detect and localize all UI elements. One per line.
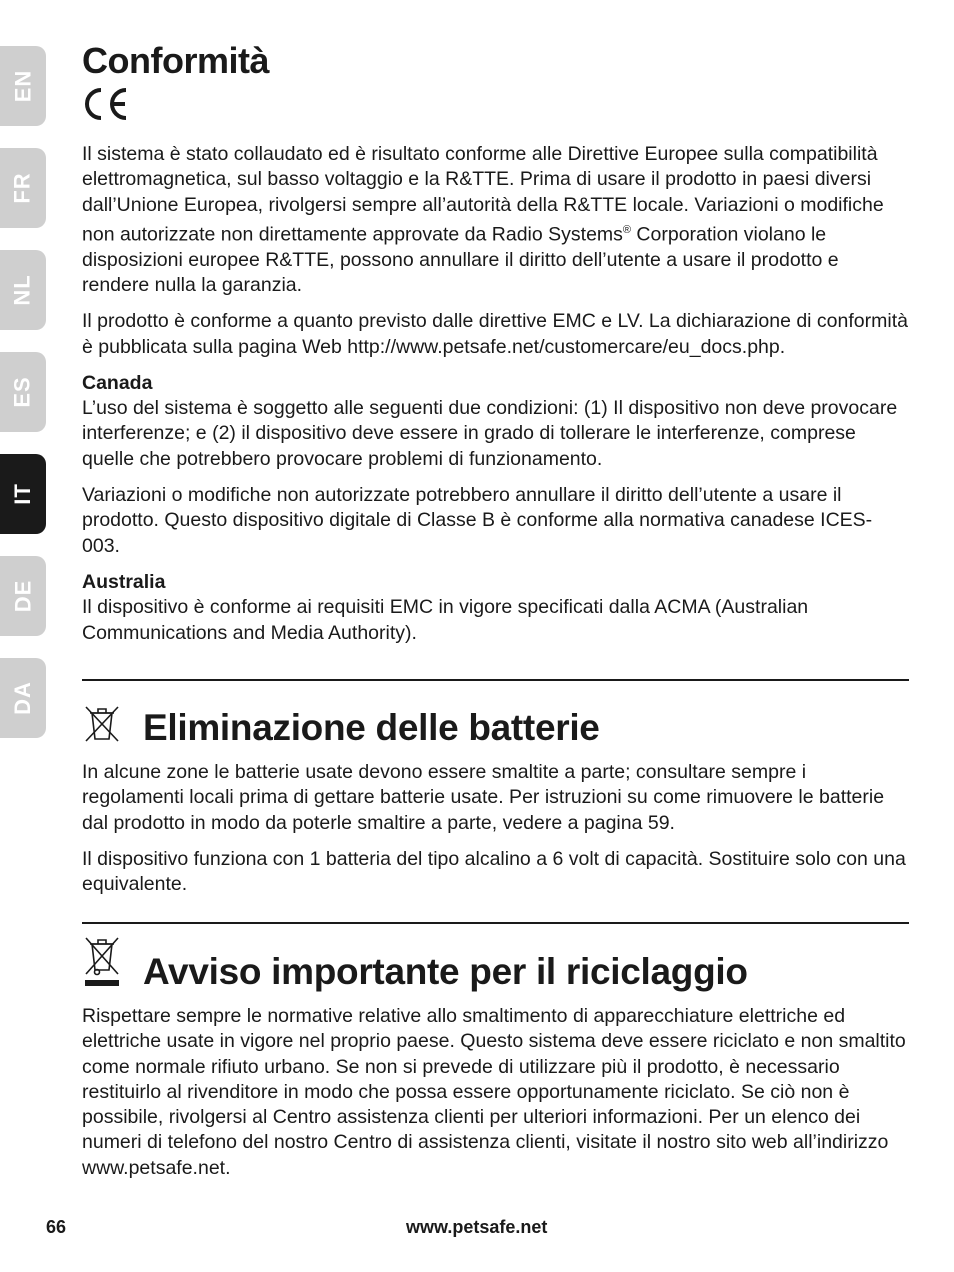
crossed-bin-icon (82, 703, 122, 743)
tab-nl-label: NL (9, 274, 35, 306)
conformity-p1-end: Corporation violano le disposizioni europee R&TTE, possono annullare il diritto dell’utente a usare il prodotto e rendere nulla la garanzia. (82, 223, 839, 296)
australia-heading: Australia (82, 570, 166, 593)
tab-nl[interactable] (0, 250, 46, 330)
tab-da[interactable] (0, 658, 46, 738)
section-divider-recycling (82, 922, 909, 924)
tab-en-label: EN (10, 69, 35, 103)
canada-heading: Canada (82, 371, 153, 394)
batteries-title: Eliminazione delle batterie (143, 707, 600, 748)
batteries-text (82, 760, 910, 897)
conformity-title: Conformità (82, 40, 269, 81)
weee-bin-icon (82, 934, 122, 988)
conformity-paragraph-2: Il prodotto è conforme a quanto previsto dalle direttive EMC e LV. La dichiarazione di conformità è pubblicata sulla pagina Web http://www.petsafe.net/customercare/eu_docs.php. (82, 310, 908, 358)
tab-en[interactable] (0, 46, 46, 126)
language-tabs (0, 0, 46, 1272)
conformity-p1-text: Il sistema è stato collaudato ed è risultato conforme alle Direttive Europee sulla compatibilità elettromagnetica, sul basso voltaggio e la R&TTE. Prima di usare il prodotto in paesi diversi dall’Unione Europea, rivolgersi sempre all’autorità della R&TTE locale. Variazioni o modifiche non autorizzate non direttamente approvate da Radio Systems (82, 143, 884, 246)
tab-de[interactable] (0, 556, 46, 636)
ce-mark-icon (82, 86, 130, 122)
tab-it-label: IT (10, 483, 35, 505)
tab-de-label: DE (10, 579, 35, 613)
recycling-text (82, 1004, 910, 1181)
footer-url: www.petsafe.net (406, 1217, 548, 1237)
australia-paragraph-1: Il dispositivo è conforme ai requisiti EMC in vigore specificati dalla ACMA (Australian Communications and Media Authority). (82, 596, 809, 644)
tab-es[interactable] (0, 352, 46, 432)
page-number: 66 (46, 1217, 67, 1237)
recycling-paragraph-1: Rispettare sempre le normative relative allo smaltimento di apparecchiature elettriche ed elettriche usate in vigore nel proprio paese. Questo sistema deve essere riciclato e non smaltito come normale rifiuto urbano. Se non si prevede di utilizzare più il prodotto, è necessario restituirlo al rivenditore in modo che possa essere opportunamente riciclato. Se ciò non è possibile, rivolgersi al Centro assistenza clienti per ulteriori informazioni. Per un elenco dei numeri di telefono del nostro Centro di assistenza clienti, visitate il nostro sito web all’indirizzo www.petsafe.net. (82, 1005, 906, 1179)
conformity-text (82, 142, 910, 646)
section-divider-batteries (82, 679, 909, 681)
tab-es-label: ES (9, 376, 35, 408)
canada-paragraph-2: Variazioni o modifiche non autorizzate potrebbero annullare il diritto dell’utente a usare il prodotto. Questo dispositivo digitale di Classe B è conforme alla normativa canadese ICES-003. (82, 484, 873, 557)
tab-fr[interactable] (0, 148, 46, 228)
tab-it[interactable] (0, 454, 46, 534)
tab-da-label: DA (10, 681, 35, 715)
batteries-paragraph-2: Il dispositivo funziona con 1 batteria del tipo alcalino a 6 volt di capacità. Sostituire solo con una equivalente. (82, 847, 906, 896)
conformity-paragraph-1 (82, 142, 910, 298)
registered-mark: ® (622, 223, 632, 236)
recycling-title: Avviso importante per il riciclaggio (143, 951, 748, 992)
batteries-paragraph-1: In alcune zone le batterie usate devono essere smaltite a parte; consultare sempre i regolamenti locali prima di gettare batterie usate. Per istruzioni su come rimuovere le batterie dal prodotto in modo da poterle smaltire a parte, vedere a pagina 59. (82, 761, 885, 834)
tab-fr-label: FR (9, 172, 35, 204)
canada-paragraph-1: L’uso del sistema è soggetto alle seguenti due condizioni: (1) Il dispositivo non deve provocare interferenze; e (2) il dispositivo deve essere in grado di tollerare le interferenze, comprese quelle che potrebbero provocare problemi di funzionamento. (82, 397, 898, 470)
